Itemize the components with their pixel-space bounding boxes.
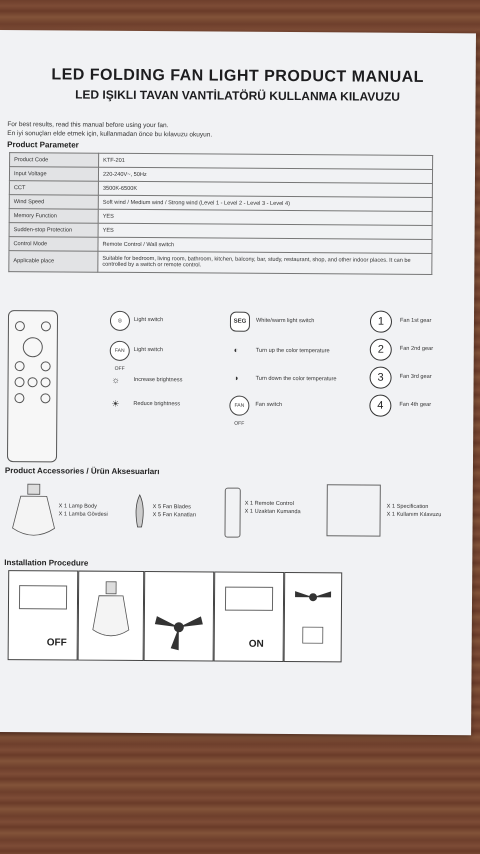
gear-label-3: Fan 3rd gear (399, 373, 432, 381)
install-step-3 (144, 571, 215, 661)
remote-button (15, 377, 25, 387)
accessory-specification (387, 503, 442, 519)
param-value: Soft wind / Medium wind / Strong wind (Level 1 - Level 2 - Level 3 - Level 4) (98, 195, 432, 211)
light-bulb-icon: ◎ (110, 311, 130, 331)
accessory-spec-en: X 1 Specification (386, 503, 429, 511)
manual-subtitle: LED IŞIKLI TAVAN VANTİLATÖRÜ KULLANMA KILAVUZU (75, 87, 401, 104)
function-reduce-brightness: Reduce brightness (133, 400, 181, 408)
manual-sheet (0, 30, 476, 735)
remote-control-illustration (7, 310, 58, 462)
param-key: Control Mode (9, 237, 98, 252)
parameter-table (8, 152, 433, 275)
intro-line-tr: En iyi sonuçları elde etmek için, kullanmadan önce bu kılavuzu okuyun. (7, 130, 213, 139)
table-row (9, 251, 432, 275)
param-value: Suitable for bedroom, living room, bathroom, kitchen, balcony, bar, study, restaurant, shop, and other indoor places. It can be controlled by a switch or remote control. (98, 251, 432, 274)
accessory-spec-tr: X 1 Kullanım Kılavuzu (386, 511, 442, 519)
accessory-lamp-en: X 1 Lamp Body (58, 503, 97, 510)
remote-button (15, 321, 25, 331)
gear-number-3: 3 (370, 367, 392, 389)
gear-number-4: 4 (369, 395, 391, 417)
gear-label-4: Fan 4th gear (399, 401, 432, 409)
install-step-2 (78, 571, 145, 661)
install-step-5 (284, 572, 343, 662)
color-temp-down-icon: ◑ (233, 373, 239, 383)
accessory-fan-blades (153, 503, 197, 519)
fan-in-use-illustration (291, 583, 335, 653)
manual-booklet-illustration (326, 484, 380, 536)
param-key: Sudden-stop Protection (9, 223, 98, 238)
param-key: CCT (9, 181, 98, 196)
sun-plus-icon: ☼ (111, 374, 120, 385)
fan-onoff-icon: FAN OFF (229, 396, 249, 416)
wall-switch-panel (225, 587, 273, 611)
param-key: Memory Function (9, 209, 98, 224)
remote-button (41, 361, 51, 371)
accessory-remote-tr: X 1 Uzaktan Kumanda (244, 508, 301, 516)
seg-icon: SEG (230, 312, 250, 332)
fan-blade-illustration (133, 493, 147, 529)
accessory-remote (245, 500, 301, 516)
param-key: Product Code (10, 153, 99, 168)
wall-switch-panel (19, 585, 67, 609)
remote-button (15, 361, 25, 371)
accessory-remote-en: X 1 Remote Control (244, 500, 294, 508)
function-light-switch: Light switch (133, 316, 164, 324)
remote-button (41, 321, 51, 331)
lamp-body-illustration (10, 482, 56, 542)
function-light-switch-2: Light switch (133, 346, 164, 354)
install-step-1 (8, 570, 79, 660)
function-white-warm-switch: White/warm light switch (255, 317, 315, 325)
section-params-heading: Product Parameter (7, 140, 79, 150)
param-value: KTF-201 (99, 153, 433, 169)
param-key: Applicable place (9, 251, 98, 273)
function-color-temp-up: Turn up the color temperature (255, 347, 330, 355)
param-value: YES (98, 209, 432, 225)
remote-center-button (23, 337, 43, 357)
param-key: Input Voltage (9, 167, 98, 182)
step-off-label: OFF (46, 637, 67, 649)
accessory-lamp-tr: X 1 Lamba Gövdesi (58, 511, 108, 518)
function-fan-switch: Fan switch (255, 401, 283, 408)
intro-line-en: For best results, read this manual before using your fan. (7, 121, 169, 130)
remote-accessory-illustration (224, 488, 240, 538)
section-accessories-heading: Product Accessories / Ürün Aksesuarları (4, 466, 160, 477)
fan-blades-attach-illustration (151, 602, 207, 652)
gear-number-2: 2 (370, 339, 392, 361)
gear-label-2: Fan 2nd gear (399, 345, 434, 353)
manual-title: LED FOLDING FAN LIGHT PRODUCT MANUAL (51, 66, 425, 86)
remote-button (14, 393, 24, 403)
function-color-temp-down: Turn down the color temperature (255, 375, 337, 383)
accessory-blades-en: X 5 Fan Blades (152, 504, 191, 511)
fan-off-icon: FAN OFF (110, 341, 130, 361)
param-value: 3500K-6500K (98, 181, 432, 197)
sun-minus-icon: ☀ (111, 398, 120, 409)
section-installation-heading: Installation Procedure (4, 558, 89, 568)
function-increase-brightness: Increase brightness (133, 376, 183, 384)
color-temp-up-icon: ◐ (233, 345, 239, 355)
remote-button (28, 377, 38, 387)
lamp-install-illustration (91, 580, 131, 650)
param-value: Remote Control / Wall switch (98, 237, 432, 253)
remote-button (41, 377, 51, 387)
accessory-blades-tr: X 5 Fan Kanatları (152, 512, 197, 519)
step-on-label: ON (248, 638, 264, 650)
install-step-4 (214, 572, 285, 662)
accessory-lamp-body (59, 502, 108, 518)
param-value: 220-240V~, 50Hz (98, 167, 432, 183)
param-key: Wind Speed (9, 195, 98, 210)
gear-number-1: 1 (370, 311, 392, 333)
remote-button (40, 393, 50, 403)
intro-text (7, 120, 212, 139)
gear-label-1: Fan 1st gear (399, 317, 432, 325)
param-value: YES (98, 223, 432, 239)
